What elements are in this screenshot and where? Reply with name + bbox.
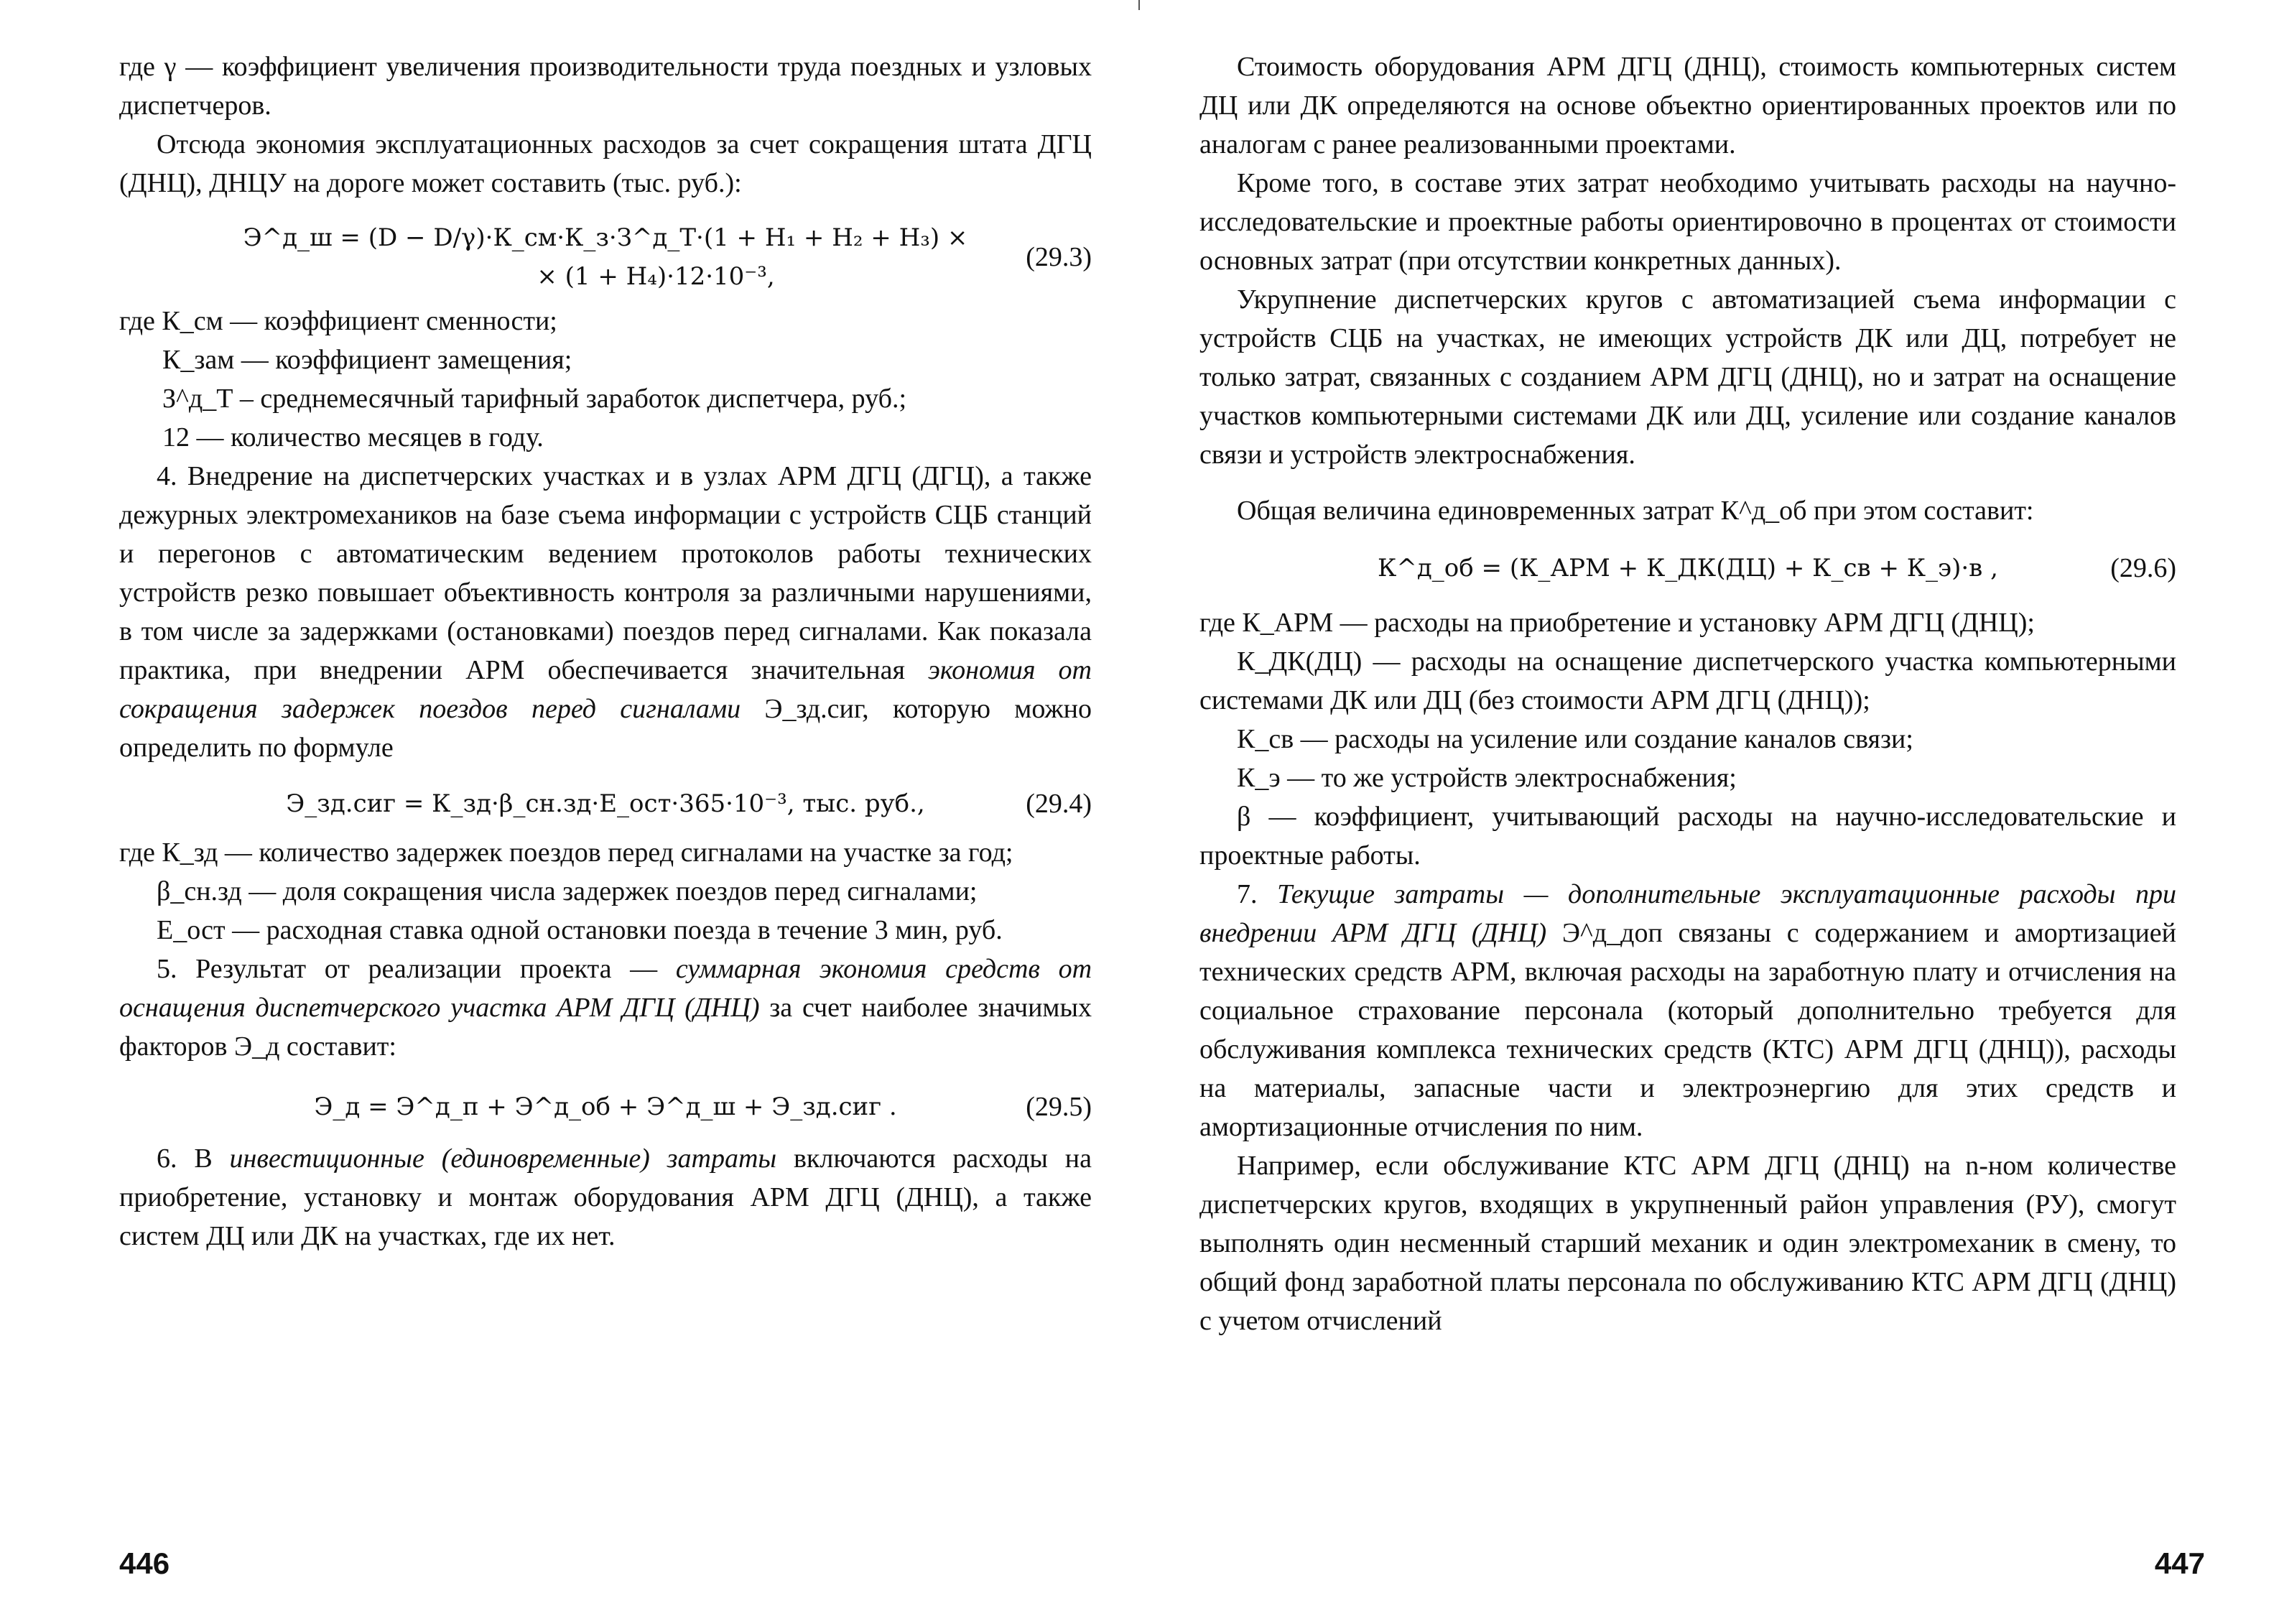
item-5-start: 5. Результат от реализации проекта — <box>157 954 658 984</box>
def-beta: β — коэффициент, учитывающий расходы на научно-исследовательские и проектные работы. <box>1199 802 2176 871</box>
def-k-zd: где К_зд — количество задержек поездов перед сигналами на участке за год; <box>119 837 1013 868</box>
formula-29-5 <box>119 1087 1092 1126</box>
def-k-sm: где К_см — коэффициент сменности; <box>119 306 557 336</box>
def-k-dk-dc: К_ДК(ДЦ) — расходы на оснащение диспетчерского участка компьютерными системами ДК или ДЦ (без стоимости АРМ ДГЦ (ДНЦ)); <box>1199 646 2176 715</box>
def-z-t: З^д_Т – среднемесячный тарифный заработок диспетчера, руб.; <box>162 384 907 414</box>
item-6 <box>119 1139 1092 1256</box>
total-costs-intro: Общая величина единовременных затрат К^д_об при этом составит: <box>1237 496 2034 526</box>
example-paragraph: Например, если обслуживание КТС АРМ ДГЦ (ДНЦ) на n-ном количестве диспетчерских кругов, входящих в укрупненный район управления (РУ), смогут выполнять один несменный старший механик и один электромеханик в смену, то общий фонд заработной платы персонала по обслуживанию КТС АРМ ДГЦ (ДНЦ) с учетом отчислений <box>1199 1151 2176 1336</box>
item-5-tail: за счет наиболее значимых факторов Э_д составит: <box>119 993 1092 1062</box>
page-number-left: 446 <box>119 1546 170 1580</box>
item-6-italic: инвестиционные (единовременные) затраты <box>229 1143 777 1174</box>
formula-29-3-number: (29.3) <box>1026 242 1092 272</box>
item-6-tail: включаются расходы на приобретение, установку и монтаж оборудования АРМ ДГЦ (ДНЦ), а также систем ДЦ или ДК на участках, где их нет. <box>119 1143 1092 1251</box>
left-text-column <box>119 47 1092 1256</box>
formula-29-4 <box>119 784 1092 823</box>
formula-29-3-line2: × (1 + Н₄)·12·10⁻³, <box>537 262 775 291</box>
formula-29-6 <box>1199 549 2176 588</box>
item-5 <box>119 950 1092 1066</box>
formula-29-3-line1: Э^д_ш = (D − D/γ)·К_см·К_з·З^д_Т·(1 + Н₁ + Н₂ + Н₃) × <box>243 223 968 252</box>
def-k-arm: где К_АРМ — расходы на приобретение и установку АРМ ДГЦ (ДНЦ); <box>1199 608 2035 638</box>
def-12-months: 12 — количество месяцев в году. <box>162 422 544 453</box>
formula-29-6-expr: К^д_об = (К_АРМ + К_ДК(ДЦ) + К_св + К_э)·в , <box>1378 554 1998 583</box>
page-number-right: 447 <box>2154 1546 2205 1580</box>
right-text-column <box>1199 47 2176 1340</box>
left-page <box>0 0 1139 1624</box>
item-7-tail: Э^д_доп связаны с содержанием и амортизацией технических средств АРМ, включая расходы на заработную плату и отчисления на социальное страхование персонала (который дополнительно требуется для обслуживания комплекса технических средств (КТС) АРМ ДГЦ (ДНЦ)), расходы на материалы, запасные части и электроэнергию для этих средств и амортизационные отчисления по ним. <box>1199 918 2176 1142</box>
def-k-zam: К_зам — коэффициент замещения; <box>162 345 572 375</box>
def-k-e: К_э — то же устройств электроснабжения; <box>1237 763 1737 793</box>
formula-29-6-number: (29.6) <box>2110 553 2176 583</box>
item-7 <box>1199 875 2176 1146</box>
def-k-sv: К_св — расходы на усиление или создание каналов связи; <box>1237 724 1913 754</box>
spacer <box>1199 474 2176 491</box>
enlargement-costs: Укрупнение диспетчерских кругов с автоматизацией съема информации с устройств СЦБ на участках, не имеющих устройств ДК или ДЦ, потребует не только затрат, связанных с созданием АРМ ДГЦ (ДНЦ), но и затрат на оснащение участков компьютерными системами ДК или ДЦ, усиление или создание каналов связи и устройств электроснабжения. <box>1199 284 2176 470</box>
rnd-costs: Кроме того, в составе этих затрат необходимо учитывать расходы на научно-исследовательские и проектные работы ориентировочно в процентах от стоимости основных затрат (при отсутствии конкретных данных). <box>1199 168 2176 276</box>
item-7-start: 7. <box>1237 879 1258 909</box>
savings-intro: Отсюда экономия эксплуатационных расходов за счет сокращения штата ДГЦ (ДНЦ), ДНЦУ на дороге может составить (тыс. руб.): <box>119 129 1092 198</box>
def-e-ost: E_ост — расходная ставка одной остановки поезда в течение 3 мин, руб. <box>157 915 1003 945</box>
formula-29-5-number: (29.5) <box>1026 1092 1092 1122</box>
item-7-italic: Текущие затраты — дополнительные эксплуатационные расходы при внедрении АРМ ДГЦ (ДНЦ) <box>1199 879 2177 948</box>
equipment-cost: Стоимость оборудования АРМ ДГЦ (ДНЦ), стоимость компьютерных систем ДЦ или ДК определяются на основе объектно ориентированных проектов или по аналогам с ранее реализованными проектами. <box>1199 52 2176 159</box>
gamma-definition: где γ — коэффициент увеличения производительности труда поездных и узловых диспетчеров. <box>119 52 1092 121</box>
item-4-tail: Э_зд.сиг, которую можно определить по формуле <box>119 694 1092 763</box>
formula-29-4-number: (29.4) <box>1026 789 1092 819</box>
item-4 <box>119 457 1092 767</box>
formula-29-5-expr: Э_д = Э^д_п + Э^д_об + Э^д_ш + Э_зд.сиг . <box>314 1092 897 1121</box>
item-4-italic: экономия от сокращения задержек поездов перед сигналами <box>119 655 1092 724</box>
item-4-text: 4. Внедрение на диспетчерских участках и в узлах АРМ ДГЦ (ДГЦ), а также дежурных электромехаников на базе съема информации с устройств СЦБ станций и перегонов с автоматическим ведением протоколов работы технических устройств резко повышает объективность контроля за различными нарушениями, в том числе за задержками (остановками) поездов перед сигналами. Как показала практика, при внедрении АРМ обеспечивается значительная <box>119 461 1092 685</box>
item-6-start: 6. В <box>157 1143 213 1174</box>
item-5-italic: суммарная экономия средств от оснащения диспетчерского участка АРМ ДГЦ (ДНЦ) <box>119 954 1092 1023</box>
def-beta-sn-zd: β_сн.зд — доля сокращения числа задержек поездов перед сигналами; <box>157 876 978 906</box>
formula-29-4-expr: Э_зд.сиг = К_зд·β_сн.зд·E_ост·365·10⁻³, тыс. руб., <box>286 789 925 818</box>
right-page <box>1139 0 2279 1624</box>
formula-29-3 <box>119 218 1092 296</box>
